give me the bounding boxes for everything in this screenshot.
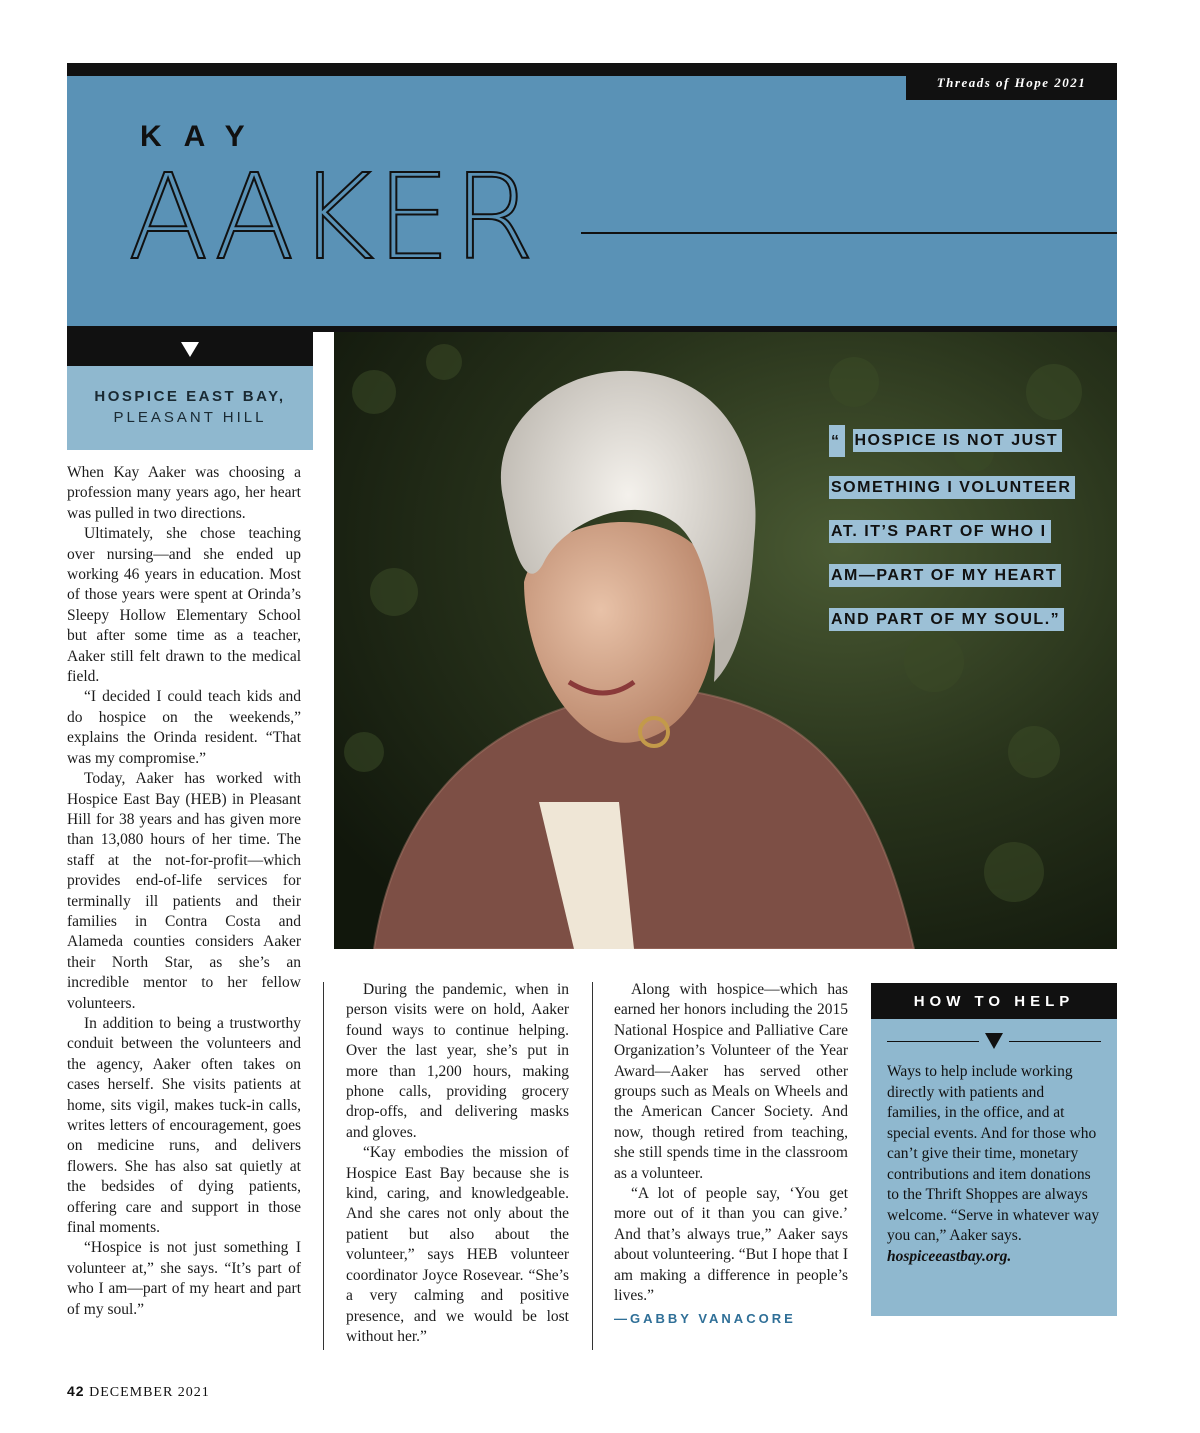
page-number: 42 bbox=[67, 1383, 85, 1399]
paragraph: Ultimately, she chose teaching over nursing—and she ended up working 46 years in education. Most of those years were spent at Orinda’s Sleepy Hollow Elementary School but after some time as a teacher, Aaker still felt drawn to the medical field. bbox=[67, 525, 301, 686]
website-link[interactable]: hospiceeastbay.org. bbox=[887, 1247, 1012, 1265]
divider-rule bbox=[887, 1041, 979, 1042]
quote-mark-icon: “ bbox=[829, 425, 845, 457]
location-tab bbox=[67, 332, 313, 366]
heading-rule bbox=[581, 232, 1117, 234]
help-body: Ways to help include working directly with patients and families, in the office, and at special events. And for those who can’t give their time, monetary contributions and item donations to the Thrift Shoppes are always welcome. “Serve in whatever way you can,” Aaker says. bbox=[887, 1063, 1100, 1244]
series-tag: Threads of Hope 2021 bbox=[906, 66, 1117, 100]
article-column-3 bbox=[614, 980, 848, 1329]
triangle-down-icon bbox=[181, 342, 199, 357]
pull-quote-line: AT. IT’S PART OF WHO I bbox=[829, 520, 1051, 543]
how-to-help-heading: HOW TO HELP bbox=[871, 983, 1117, 1019]
pull-quote-line: SOMETHING I VOLUNTEER bbox=[829, 476, 1075, 499]
how-to-help-text bbox=[887, 1062, 1101, 1267]
folio bbox=[67, 1383, 210, 1401]
column-divider bbox=[592, 982, 593, 1350]
issue-date: DECEMBER 2021 bbox=[89, 1385, 210, 1400]
last-name-heading: AAKER bbox=[128, 148, 537, 286]
paragraph: Along with hospice—which has earned her honors including the 2015 National Hospice and Palliative Care Organization’s Volunteer of the Year Award—Aaker has served other groups such as Meals on Wheels and the American Cancer Society. And now, though retired from teaching, she still spends time in the classroom as a volunteer. bbox=[614, 981, 848, 1182]
triangle-down-icon bbox=[985, 1033, 1003, 1049]
paragraph: Today, Aaker has worked with Hospice East Bay (HEB) in Pleasant Hill for 38 years and has given more than 13,080 hours of her time. The staff at the not-for-profit—which provides end-of-life services for terminally ill patients and their families in Contra Costa and Alameda counties considers Aaker their North Star, as she’s an incredible mentor to her fellow volunteers. bbox=[67, 770, 301, 1012]
paragraph: “Kay embodies the mission of Hospice East Bay because she is kind, caring, and knowledgeable. And she cares not only about the patient but also about the volunteer,” says HEB volunteer coordinator Joyce Rosevear. “She’s a very calming and positive presence, and we would be lost without her.” bbox=[346, 1144, 569, 1345]
location-box bbox=[67, 366, 313, 450]
column-divider bbox=[323, 982, 324, 1350]
paragraph: During the pandemic, when in person visits were on hold, Aaker found ways to continue helping. Over the last year, she’s put in more than 1,200 hours, making phone calls, providing grocery drop-offs, and delivering masks and gloves. bbox=[346, 981, 569, 1141]
article-column-1 bbox=[67, 463, 301, 1320]
divider-rule bbox=[1009, 1041, 1101, 1042]
pull-quote-line: AND PART OF MY SOUL.” bbox=[829, 608, 1064, 631]
first-name-heading: KAY bbox=[140, 120, 267, 153]
article-column-2 bbox=[346, 980, 569, 1347]
how-to-help-box bbox=[871, 1019, 1117, 1316]
paragraph: In addition to being a trustworthy conduit between the volunteers and the agency, Aaker often takes on cases herself. She visits patients at home, sits vigil, makes tuck-in calls, writes letters of encouragement, goes on medicine runs, and delivers flowers. She has also sat quietly at the bedsides of dying patients, offering care and support in those final moments. bbox=[67, 1014, 301, 1237]
paragraph: “Hospice is not just something I volunteer at,” she says. “It’s part of who I am—part of my heart and part of my soul.” bbox=[67, 1239, 301, 1318]
byline: —GABBY VANACORE bbox=[614, 1310, 796, 1326]
pull-quote bbox=[829, 425, 1075, 650]
paragraph: “A lot of people say, ‘You get more out of it than you can give.’ And that’s always true,” Aaker says about volunteering. “But I hope that I am making a difference in people’s lives.” bbox=[614, 1185, 848, 1305]
location-city: PLEASANT HILL bbox=[113, 409, 267, 426]
location-organization: HOSPICE EAST BAY, bbox=[94, 388, 286, 405]
paragraph: When Kay Aaker was choosing a profession many years ago, her heart was pulled in two directions. bbox=[67, 464, 301, 522]
pull-quote-line: HOSPICE IS NOT JUST bbox=[853, 429, 1063, 452]
pull-quote-line: AM—PART OF MY HEART bbox=[829, 564, 1061, 587]
paragraph: “I decided I could teach kids and do hospice on the weekends,” explains the Orinda resident. “That was my compromise.” bbox=[67, 688, 301, 767]
